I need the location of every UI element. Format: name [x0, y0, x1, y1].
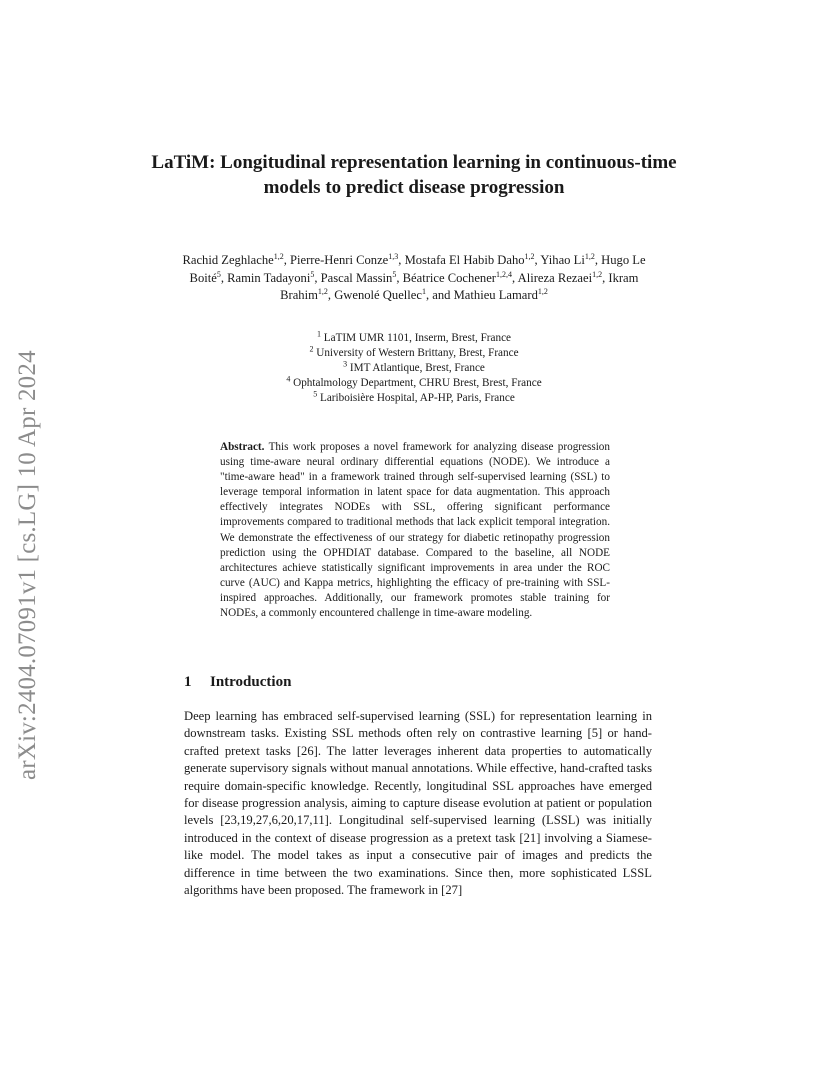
section-heading	[184, 674, 654, 691]
author-name: Ikram Brahim	[280, 270, 639, 302]
author-name: Gwenolé Quellec	[334, 288, 422, 302]
affiliation-text: IMT Atlantique, Brest, France	[347, 362, 485, 374]
author-name: Ramin Tadayoni	[227, 270, 311, 285]
affiliation-text: Lariboisière Hospital, AP-HP, Paris, France	[317, 392, 515, 404]
abstract-text: This work proposes a novel framework for analyzing disease progression using time-aware neural ordinary differential equations (NODE). We introduce a "time-aware head" in a framework trained through self-supervised learning (SSL) to leverage temporal information in latent space for data augmentation. This approach effectively integrates NODEs with SSL, offering significant performance improvements compared to traditional methods that lack explicit temporal integration. We demonstrate the effectiveness of our strategy for diabetic retinopathy progression prediction using the OPHDIAT database. Compared to the baseline, all NODE architectures achieve statistically significant improvements in area under the ROC curve (AUC) and Kappa metrics, highlighting the efficacy of pre-training with SSL-inspired approaches. Additionally, our framework promotes stable training for NODEs, a commonly encountered challenge in time-aware modeling.	[220, 441, 610, 620]
affiliation-line	[180, 376, 648, 391]
author-affiliation-marker: 1,2	[584, 251, 595, 261]
paper-title: LaTiM: Longitudinal representation learning in continuous-time models to predict disease progression	[151, 152, 677, 198]
abstract	[220, 440, 610, 621]
author-affiliation-marker: 5	[310, 269, 315, 279]
author-name: Béatrice Cochener	[402, 270, 496, 285]
author-affiliation-marker: 5	[392, 269, 397, 279]
author-affiliation-marker: 1,3	[388, 251, 399, 261]
author-affiliation-marker: 1,2	[524, 251, 535, 261]
section-number: 1	[184, 674, 192, 690]
affiliation-marker: 4	[286, 374, 291, 384]
author-name: Pascal Massin	[320, 270, 393, 285]
author-name: Alireza Rezaei	[517, 270, 593, 285]
abstract-label: Abstract.	[220, 441, 265, 453]
author-affiliation-marker: 1,2	[317, 286, 328, 296]
author-affiliation-marker: 5	[216, 269, 221, 279]
affiliation-marker: 5	[313, 389, 318, 399]
author-name: Rachid Zeghlache	[182, 253, 274, 267]
affiliation-line	[180, 361, 648, 376]
author-affiliation-marker: 1,2	[273, 251, 284, 261]
affiliation-line	[180, 346, 648, 361]
author-list: Rachid Zeghlache$^{1,2}$, Pierre-Henri Conze$^{1,3}$, Mostafa El Habib Daho$^{1,2}$, Yihao Li$^{1,2}$, Hugo Le Boité$^5$, Ramin Tadayoni$^5$, Pascal Massin$^5$, Béatrice Cochener$^{1,2,4}$, Alireza Rezaei$^{1,2}$, Ikram Brahim$^{1,2}$, Gwenolé Quellec$^1$, and Mathieu Lamard$^{1,2}$	[182, 251, 646, 302]
author-affiliation-marker: 1	[421, 286, 426, 296]
affiliation-line	[180, 331, 648, 346]
affiliation-marker: 2	[309, 344, 314, 354]
author-name: Hugo Le Boité	[189, 253, 646, 285]
author-affiliation-marker: 1,2	[537, 286, 548, 296]
affiliation-marker: 1	[316, 329, 321, 339]
section-title: Introduction	[210, 674, 292, 690]
affiliation-text: Ophtalmology Department, CHRU Brest, Brest, France	[290, 377, 542, 389]
section-body: Deep learning has embraced self-supervised learning (SSL) for representation learning in downstream tasks. Existing SSL methods often rely on contrastive learning [5] or hand-crafted pretext tasks [26]. The latter leverages inherent data properties to automatically generate supervisory signals without manual annotations. While effective, hand-crafted tasks require domain-specific knowledge. Recently, longitudinal SSL approaches have emerged for disease progression analysis, aiming to capture disease evolution at patient or population levels [23,19,27,6,20,17,11]. Longitudinal self-supervised learning (LSSL) was initially introduced in the context of disease progression as a pretext task [21] involving a Siamese-like model. The model takes as input a consecutive pair of images and predicts the difference in time between the two examinations. Since then, more sophisticated LSSL algorithms have been proposed. The framework in [27]	[184, 709, 652, 898]
affiliation-text: University of Western Brittany, Brest, France	[313, 347, 519, 359]
author-affiliation-marker: 1,2	[592, 269, 603, 279]
affiliation-text: LaTIM UMR 1101, Inserm, Brest, France	[320, 332, 512, 344]
author-name: Mostafa El Habib Daho	[404, 253, 525, 267]
affiliation-marker: 3	[343, 359, 348, 369]
author-name: Yihao Li	[540, 253, 585, 267]
affiliation-line	[180, 391, 648, 406]
affiliation-list	[180, 331, 648, 406]
author-affiliation-marker: 1,2,4	[496, 269, 512, 279]
arxiv-identifier: arXiv:2404.07091v1 [cs.LG] 10 Apr 2024	[14, 350, 41, 780]
author-name: Pierre-Henri Conze	[290, 253, 389, 267]
author-name: Mathieu Lamard	[453, 288, 538, 302]
